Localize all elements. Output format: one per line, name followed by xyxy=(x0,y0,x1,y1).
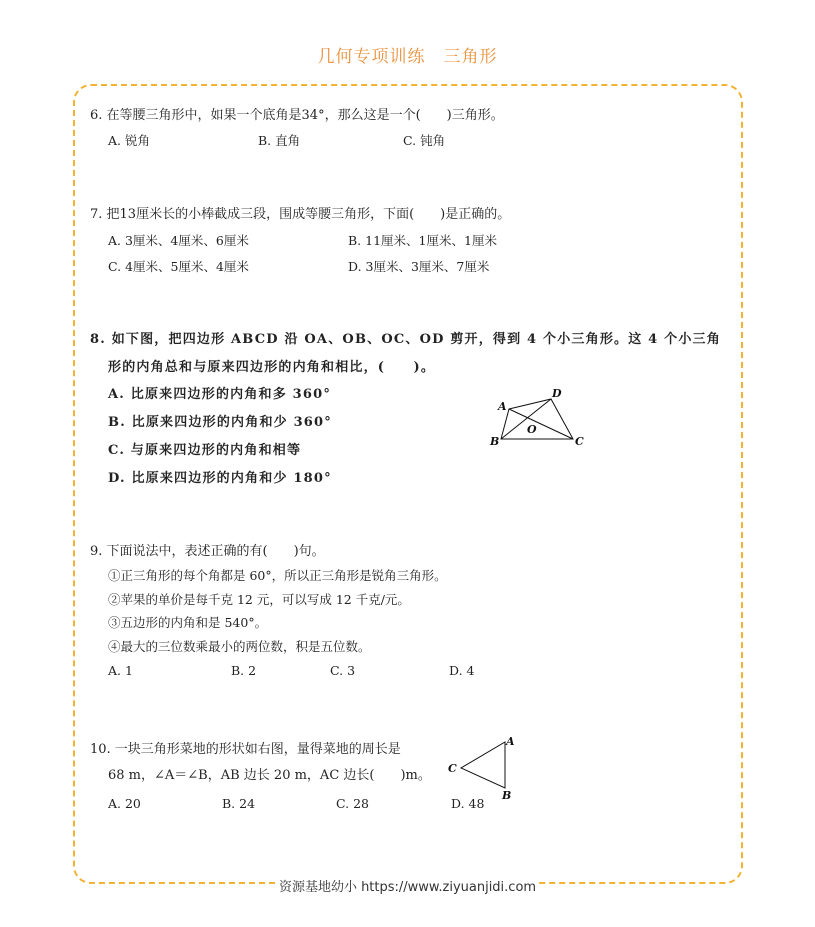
q9-option-c: C. 3 xyxy=(330,663,356,678)
q9-statement-2: ②苹果的单价是每千克 12 元，可以写成 12 千克/元。 xyxy=(108,592,410,607)
label-o: O xyxy=(527,423,537,436)
quadrilateral-figure xyxy=(485,385,590,450)
q6-option-c: C. 钝角 xyxy=(403,133,446,148)
label-a: A xyxy=(498,400,507,413)
q6-stem: 6. 在等腰三角形中，如果一个底角是34°，那么这是一个( )三角形。 xyxy=(90,108,504,123)
label-b: B xyxy=(490,435,500,448)
q9-stem: 9. 下面说法中，表述正确的有( )句。 xyxy=(90,544,325,559)
q8-option-b: B. 比原来四边形的内角和少 360° xyxy=(108,415,333,430)
q8-stem-line2: 形的内角总和与原来四边形的内角和相比，( )。 xyxy=(108,360,436,375)
q9-option-a: A. 1 xyxy=(108,663,133,678)
q6-option-b: B. 直角 xyxy=(258,133,301,148)
q10-option-a: A. 20 xyxy=(108,796,141,811)
q8-stem-line1: 8. 如下图，把四边形 ABCD 沿 OA、OB、OC、OD 剪开，得到 4 个小三角形。这 4 个小三角 xyxy=(90,332,721,347)
q10-option-b: B. 24 xyxy=(222,796,256,811)
q10-option-d: D. 48 xyxy=(451,796,485,811)
q7-stem: 7. 把13厘米长的小棒截成三段，围成等腰三角形，下面( )是正确的。 xyxy=(90,207,511,222)
q9-option-b: B. 2 xyxy=(231,663,257,678)
label-b: B xyxy=(502,789,512,802)
label-a: A xyxy=(506,735,515,748)
q8-option-c: C. 与原来四边形的内角和相等 xyxy=(108,443,302,458)
q6-option-a: A. 锐角 xyxy=(108,133,150,148)
q7-option-b: B. 11厘米、1厘米、1厘米 xyxy=(348,233,497,248)
q9-statement-4: ④最大的三位数乘最小的两位数，积是五位数。 xyxy=(108,639,371,654)
q9-option-d: D. 4 xyxy=(449,663,475,678)
q7-option-c: C. 4厘米、5厘米、4厘米 xyxy=(108,259,249,274)
q7-option-a: A. 3厘米、4厘米、6厘米 xyxy=(108,233,249,248)
q10-option-c: C. 28 xyxy=(336,796,369,811)
label-c: C xyxy=(575,435,584,448)
q8-option-d: D. 比原来四边形的内角和少 180° xyxy=(108,471,332,486)
page-title: 几何专项训练 三角形 xyxy=(317,47,498,67)
q8-option-a: A. 比原来四边形的内角和多 360° xyxy=(108,387,332,402)
triangle-outline xyxy=(461,742,505,788)
footer xyxy=(0,876,815,895)
q10-stem-line1: 10. 一块三角形菜地的形状如右图，量得菜地的周长是 xyxy=(90,742,401,757)
triangle-figure xyxy=(445,732,520,804)
q10-stem-line2: 68 m，∠A＝∠B，AB 边长 20 m，AC 边长( )m。 xyxy=(108,768,431,783)
q9-statement-1: ①正三角形的每个角都是 60°，所以正三角形是锐角三角形。 xyxy=(108,568,447,583)
q9-statement-3: ③五边形的内角和是 540°。 xyxy=(108,615,268,630)
q7-option-d: D. 3厘米、3厘米、7厘米 xyxy=(348,259,490,274)
label-d: D xyxy=(552,387,562,400)
footer-text[interactable]: 资源基地幼小 https://www.ziyuanjidi.com xyxy=(276,880,539,895)
diagonal-ac xyxy=(509,409,573,439)
quad-outline xyxy=(501,399,573,439)
label-c: C xyxy=(448,762,457,775)
